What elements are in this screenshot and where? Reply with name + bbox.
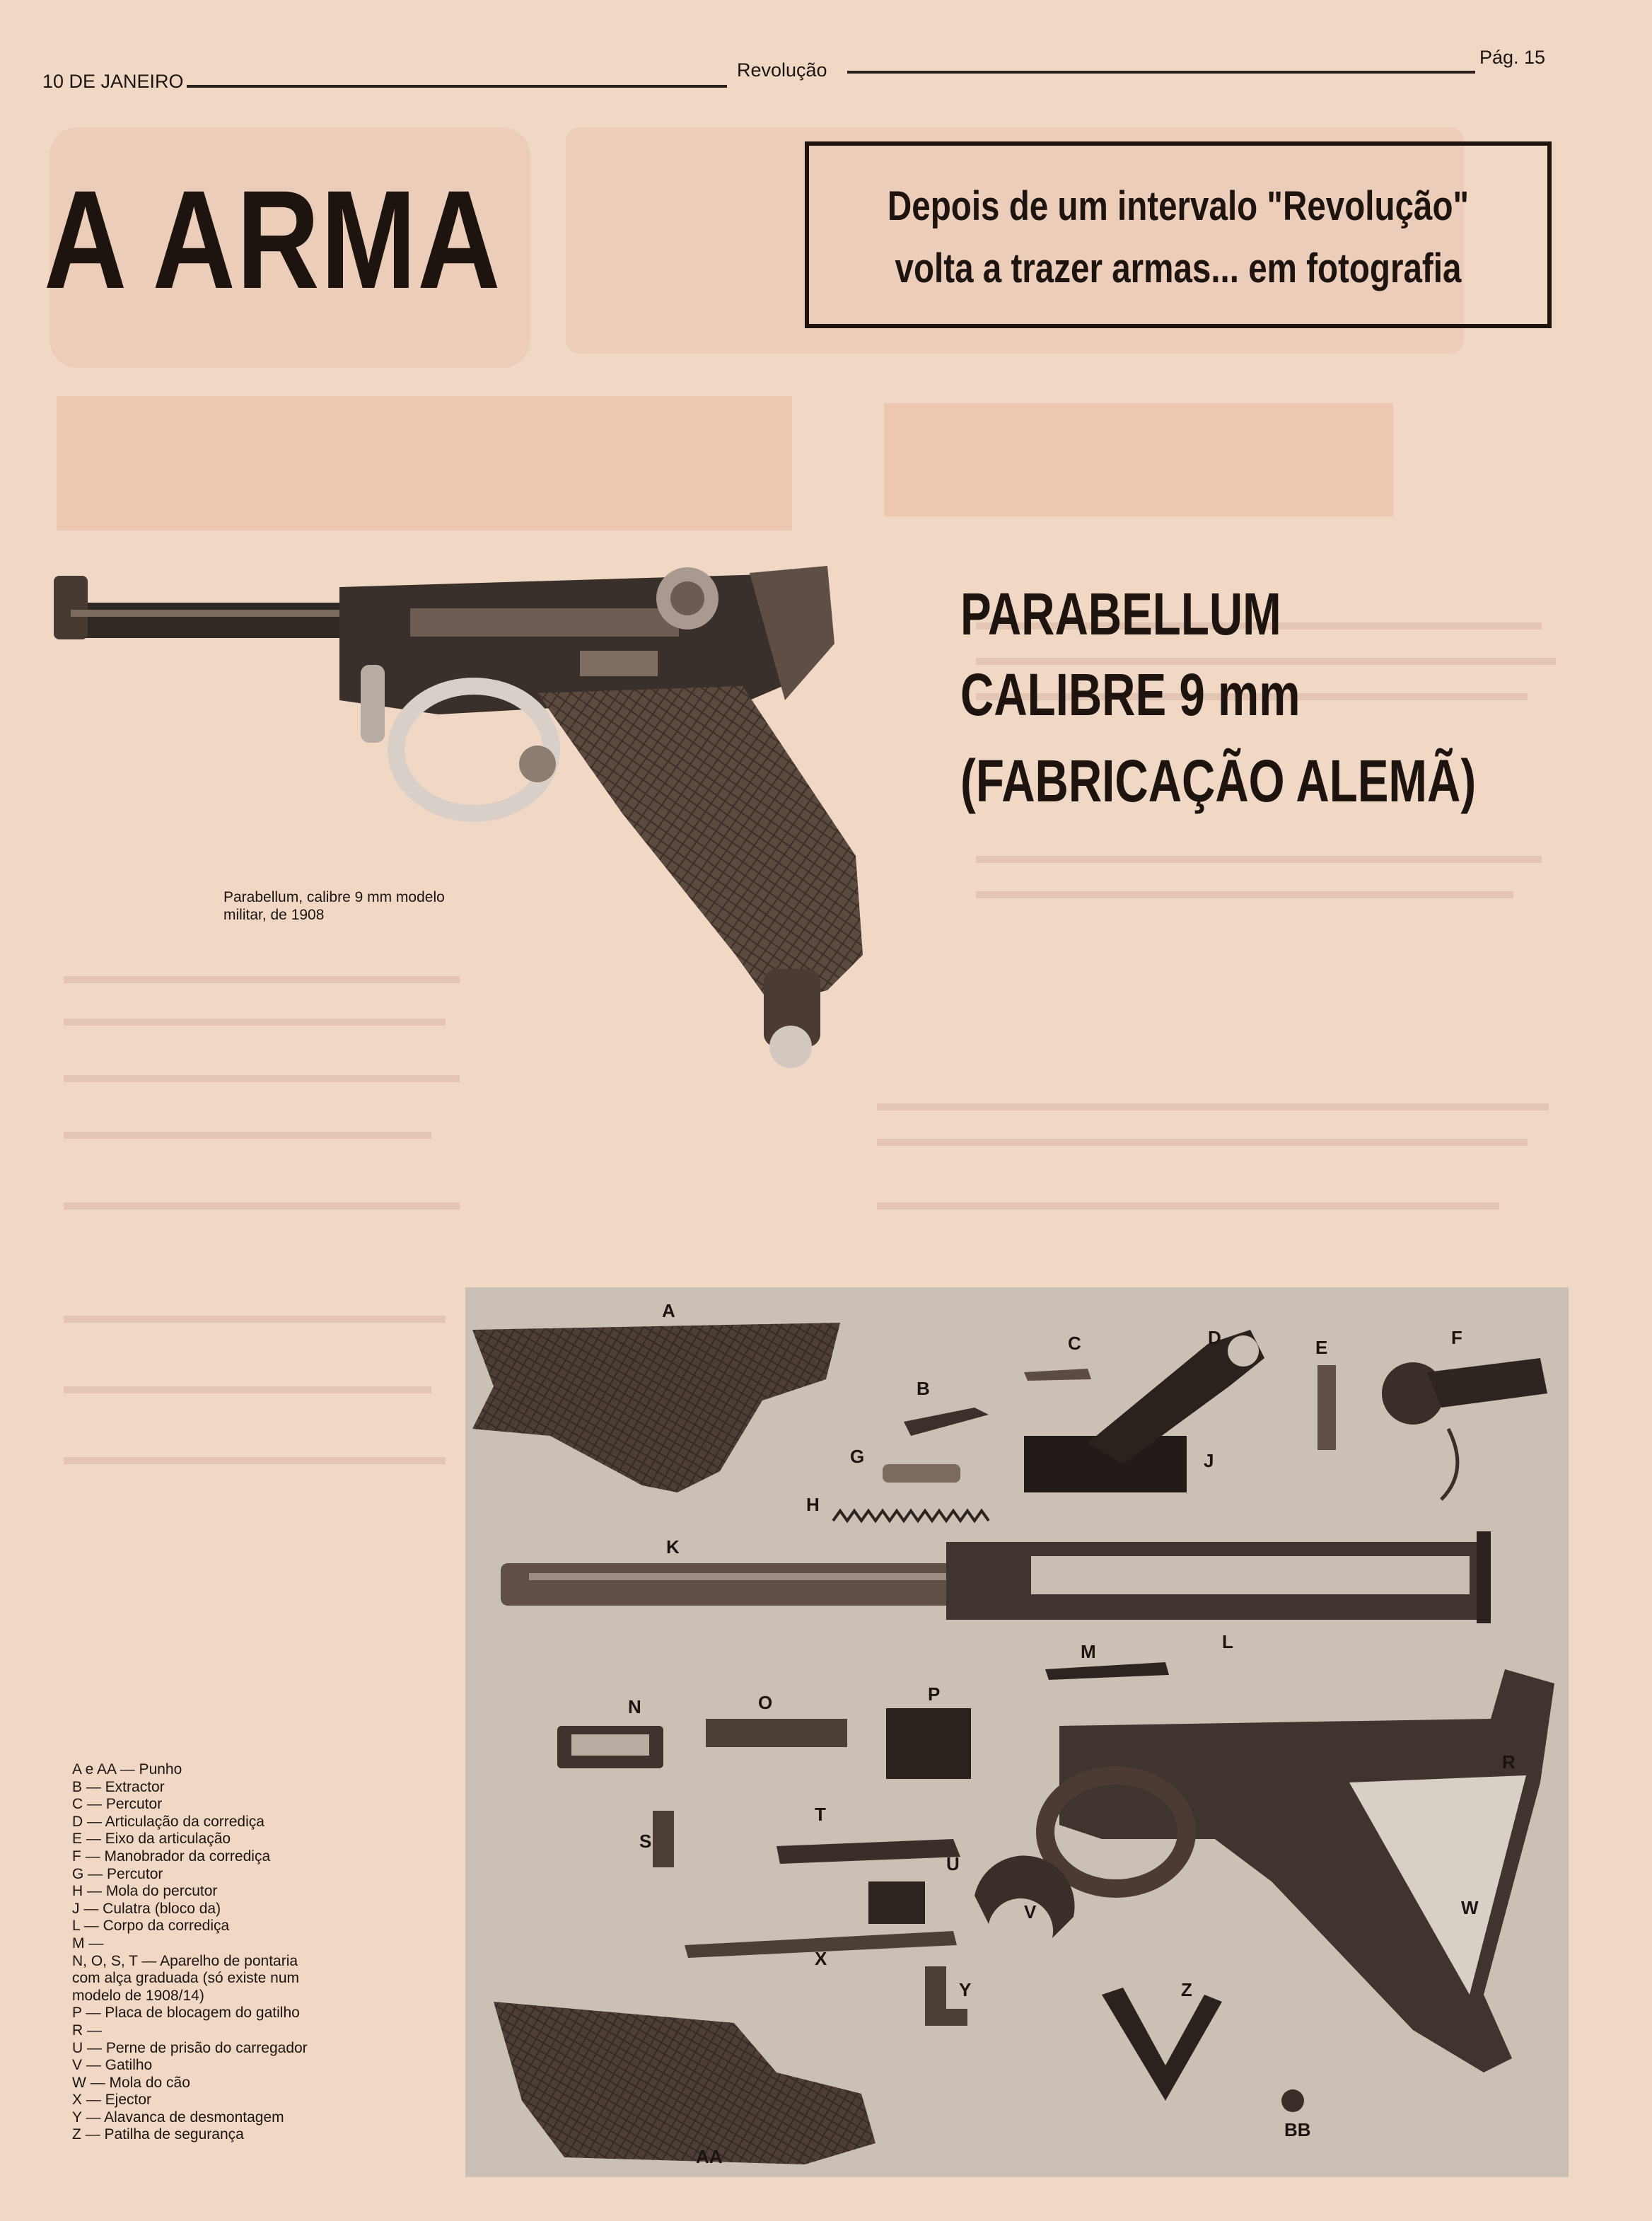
part-label-e: E (1315, 1337, 1328, 1358)
part-label-v: V (1024, 1901, 1037, 1923)
legend-item: C — Percutor (72, 1796, 163, 1813)
legend-item: L — Corpo da corrediça (72, 1918, 230, 1935)
part-label-o: O (758, 1692, 773, 1713)
part-label-y: Y (959, 1979, 972, 2000)
gun-title-line-1: PARABELLUM (960, 581, 1281, 647)
legend-item: P — Placa de blocagem do gatilho (72, 2005, 300, 2022)
show-through-text (877, 1103, 1549, 1110)
part-label-bb: BB (1284, 2119, 1311, 2140)
part-label-s: S (639, 1831, 652, 1852)
legend-item: E — Eixo da articulação (72, 1831, 231, 1848)
pistol-photo (42, 559, 891, 1082)
legend-item: N, O, S, T — Aparelho de pontaria com alça graduada (só existe num modelo de 1908/14) (72, 1952, 299, 2004)
legend-item: V — Gatilho (72, 2057, 153, 2074)
legend-item: U — Perne de prisão do carregador (72, 2039, 308, 2056)
legend-item: B — Extractor (72, 1778, 165, 1795)
part-label-t: T (815, 1804, 826, 1825)
part-label-c: C (1068, 1333, 1081, 1354)
show-through-text (976, 856, 1542, 863)
show-through-text (64, 1457, 446, 1464)
legend-item: Z — Patilha de segurança (72, 2126, 244, 2143)
legend-item: D — Articulação da corrediça (72, 1813, 264, 1830)
legend-item: J — Culatra (bloco da) (72, 1900, 221, 1917)
show-through-text (877, 1202, 1499, 1210)
part-label-x: X (815, 1948, 827, 1969)
page-number: Pág. 15 (1479, 47, 1546, 68)
show-through-text (64, 1202, 460, 1210)
legend-item: A e AA — Punho (72, 1761, 182, 1778)
part-label-z: Z (1181, 1979, 1192, 2000)
legend-item: W — Mola do cão (72, 2074, 190, 2091)
part-label-d: D (1208, 1327, 1221, 1348)
part-label-aa: AA (696, 2146, 723, 2167)
paper-name: Revolução (737, 59, 827, 81)
header-rule-right (847, 71, 1475, 74)
show-through-text (64, 1132, 431, 1139)
section-title: A ARMA (44, 161, 502, 318)
gun-title-line-3: (FABRICAÇÃO ALEMÃ) (960, 748, 1477, 814)
legend-item: X — Ejector (72, 2092, 152, 2109)
show-through-text (877, 1139, 1528, 1146)
legend-item: G — Percutor (72, 1865, 163, 1882)
show-through-banner-left (57, 396, 792, 530)
parts-drawing (465, 1287, 1569, 2177)
part-label-g: G (850, 1446, 865, 1467)
show-through-text (64, 1316, 446, 1323)
part-label-k: K (666, 1536, 680, 1558)
part-label-m: M (1081, 1641, 1096, 1662)
gun-title (960, 566, 1512, 820)
part-label-l: L (1222, 1631, 1233, 1652)
header-rule-left (187, 85, 727, 88)
part-label-f: F (1451, 1327, 1462, 1348)
part-label-j: J (1204, 1450, 1214, 1471)
legend-item: F — Manobrador da corrediça (72, 1848, 271, 1865)
part-label-u: U (946, 1853, 960, 1874)
subhead-line-2: volta a trazer armas... em fotografia (895, 245, 1462, 291)
part-label-r: R (1502, 1751, 1516, 1773)
part-label-n: N (628, 1696, 641, 1717)
legend-item: Y — Alavanca de desmontagem (72, 2109, 284, 2126)
show-through-text (64, 1386, 431, 1393)
part-label-a: A (662, 1300, 675, 1321)
part-label-w: W (1461, 1897, 1479, 1918)
legend-item: M — (72, 1935, 104, 1952)
part-label-h: H (806, 1494, 820, 1515)
subhead-box (805, 141, 1552, 328)
legend-item: R — (72, 2022, 102, 2039)
show-through-banner-right (884, 403, 1393, 516)
part-label-b: B (917, 1378, 930, 1399)
part-label-p: P (928, 1683, 941, 1705)
parts-legend (72, 1761, 320, 2144)
legend-item: H — Mola do percutor (72, 1883, 218, 1900)
subhead-line-1: Depois de um intervalo "Revolução" (887, 183, 1470, 229)
photo-caption: Parabellum, calibre 9 mm modelo militar, de 1908 (223, 889, 445, 923)
issue-date: 10 DE JANEIRO (42, 71, 184, 92)
gun-title-line-2: CALIBRE 9 mm (960, 661, 1301, 728)
show-through-text (976, 891, 1513, 898)
parts-diagram-photo (465, 1287, 1569, 2177)
